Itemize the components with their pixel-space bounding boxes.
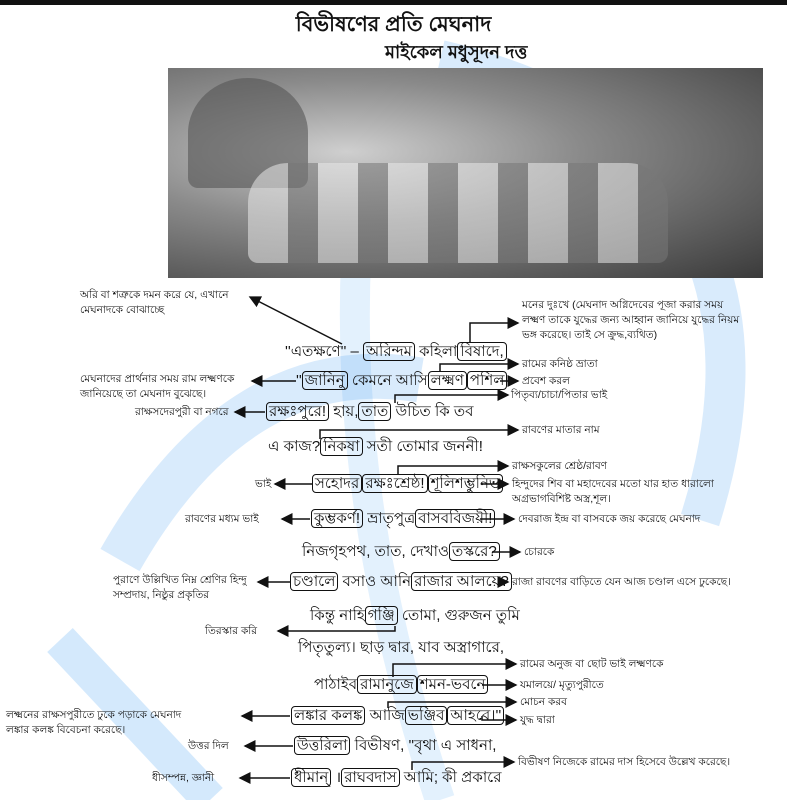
keyword-taskare: তস্করে? — [449, 542, 500, 561]
verse-line-3 — [266, 402, 474, 422]
note-line: পুরাণে উল্লিখিত নিম্ন শ্রেণির হিন্দু — [113, 574, 247, 586]
verse-line-6 — [311, 509, 495, 529]
note-kalanka — [6, 708, 181, 738]
note-line: অগ্রভাগবিশিষ্ট অস্ত্র,শূল। — [512, 493, 612, 505]
verse-text: তোমা, গুরুজন তুমি — [401, 607, 520, 624]
note-rakshapure: রাক্ষসদেরপুরী বা নগরে — [135, 406, 229, 418]
keyword-ahabe: আহবে।'' — [447, 706, 504, 725]
note-line: ভঙ্গ করেছে। তাই সে ক্রুদ্ধ,ব্যথিত) — [522, 329, 658, 341]
note-line: মনের দুঃখে (মেঘনাদ অগ্নিদেবের পূজা করার সময় — [522, 299, 724, 311]
keyword-bhanjib: ভঞ্জিব — [405, 706, 448, 725]
note-dhiman: ধীসম্পন্ন, জ্ঞানী — [152, 772, 215, 784]
verse-line-14 — [291, 768, 501, 788]
note-ganji: তিরস্কার করি — [205, 625, 258, 637]
keyword-shulishambhunibh: শূলিশম্ভুনিভ — [428, 474, 504, 493]
note-line: জানিয়েছে তা মেঘনাদ বুঝেছে। — [80, 388, 207, 400]
verse-text: আজি — [369, 707, 405, 724]
keyword-uttarila: উত্তরিলা — [294, 736, 350, 755]
keyword-arindam: অরিন্দম — [363, 342, 415, 361]
note-uttarila: উত্তর দিল — [188, 740, 229, 752]
note-line: লক্ষ্মণ তাকে যুদ্ধের জন্য আহ্বান জানিয়ে যুদ্ধের নিয়ম — [522, 314, 740, 326]
note-line: মেঘনাদকে বোঝাচ্ছে — [80, 304, 165, 316]
keyword-rakshashreshtha: রক্ষঃশ্রেষ্ঠ! — [362, 474, 427, 493]
verse-text: কহিলা — [419, 343, 458, 360]
verse-line-5 — [312, 474, 503, 494]
verse-text: উচিত কি তব — [395, 403, 474, 420]
note-kumbhakarna: রাবণের মধ্যম ভাই — [185, 513, 259, 525]
note-nikasha: রাবণের মাতার নাম — [522, 424, 600, 436]
keyword-lakshman: লক্ষ্মণ — [428, 371, 467, 390]
verse-text: '' — [296, 372, 302, 389]
keyword-janinu: জানিনু — [302, 371, 348, 390]
keyword-kumbhakarna: কুম্ভকর্ণ! — [311, 509, 363, 528]
keyword-nikasha: নিকষা — [320, 437, 362, 456]
keyword-chandale: চণ্ডালে — [290, 572, 338, 591]
keyword-sahodar: সহোদর — [312, 474, 362, 493]
verse-text: হায়, — [333, 403, 359, 420]
verse-line-8 — [290, 572, 512, 592]
note-line: লঙ্কার কলঙ্ক বিবেচনা করেছে। — [6, 724, 126, 736]
note-rajar: রাজা রাবণের বাড়িতে যেন আজ চণ্ডাল এসে ঢুকেছে। — [512, 576, 731, 588]
verse-line-1 — [285, 342, 507, 362]
verse-text: কিন্তু নাহি — [310, 607, 365, 624]
keyword-lankar-kalanka: লঙ্কার কলঙ্ক — [291, 706, 365, 725]
keyword-shaman-bhabane: শমন-ভবনে — [417, 675, 489, 694]
author-name: মাইকেল মধুসূদন দত্ত — [385, 42, 528, 62]
verse-text: নিজগৃহপথ, তাত, দেখাও — [302, 543, 450, 560]
note-shaman: যমালয়ে/ মৃত্যুপুরীতে — [520, 679, 604, 691]
note-arindam — [80, 288, 229, 318]
note-basab: দেবরাজ ইন্দ্র বা বাসবকে জয় করেছে মেঘনাদ — [518, 513, 701, 525]
note-sahodar: ভাই — [255, 478, 272, 490]
verse-line-12 — [291, 706, 504, 726]
note-janinu — [80, 372, 234, 402]
keyword-rajar-alaye: রাজার আলয়ে? — [411, 572, 512, 591]
note-chandal — [113, 573, 247, 603]
note-poshil: প্রবেশ করল — [522, 375, 570, 387]
note-bhanjib: মোচন করব — [520, 696, 567, 708]
keyword-tat: তাত — [358, 402, 391, 421]
keyword-basabbijayi: বাসববিজয়ী! — [415, 509, 495, 528]
keyword-rakshapure: রক্ষঃপুরে! — [266, 402, 329, 421]
verse-text: পাঠাইব — [314, 676, 358, 693]
verse-text: কেমনে আসি — [351, 372, 428, 389]
verse-text: ভ্রাতৃপুত্র — [367, 510, 416, 527]
note-lakshman: রামের কনিষ্ঠ ভ্রাতা — [522, 358, 598, 370]
note-tat: পিতৃব্য/চাচা/পিতার ভাই — [511, 389, 608, 401]
note-bishade — [522, 298, 739, 343]
note-ahabe: যুদ্ধ দ্বারা — [520, 714, 555, 726]
note-ramanuje: রামের অনুজ বা ছোট ভাই লক্ষ্মণকে — [520, 658, 664, 670]
note-shuli — [512, 477, 714, 507]
keyword-poshil: পশিল — [467, 371, 508, 390]
keyword-raghabdas: রাঘবদাস — [341, 768, 399, 787]
note-line: সম্প্রদায়, নিষ্ঠুর প্রকৃতির — [113, 589, 210, 601]
keyword-bishade: বিষাদে, — [457, 342, 506, 361]
verse-line-13 — [294, 736, 496, 756]
verse-text: সতী তোমার জননী! — [366, 438, 483, 455]
verse-text: এ কাজ? — [268, 438, 321, 455]
verse-line-11 — [314, 675, 488, 695]
verse-line-2 — [296, 371, 507, 391]
verse-text: । — [335, 769, 342, 786]
note-taskar: চোরকে — [524, 546, 555, 558]
note-line: লক্ষ্মনের রাক্ষসপুরীতে ঢুকে পড়াকে মেঘনাদ — [6, 709, 182, 721]
page-title: বিভীষণের প্রতি মেঘনাদ — [295, 13, 492, 36]
verse-line-4 — [268, 437, 483, 457]
verse-text: বিভীষণ, ''বৃথা এ সাধনা, — [354, 737, 497, 754]
verse-line-10 — [298, 638, 504, 658]
verse-line-9 — [310, 606, 520, 626]
verse-line-7 — [302, 542, 500, 562]
keyword-dhiman: ধীমান্ — [291, 768, 331, 787]
keyword-ramanuje: রামানুজে — [357, 675, 417, 694]
note-raghabdas: বিভীষণ নিজেকে রামের দাস হিসেবে উল্লেখ করেছে। — [518, 756, 731, 768]
note-line: মেঘনাদের প্রার্থনার সময় রাম লক্ষ্মণকে — [80, 373, 235, 385]
keyword-ganji: গঞ্জি — [365, 606, 398, 625]
verse-text: পিতৃতুল্য। ছাড় দ্বার, যাব অস্ত্রাগারে, — [298, 639, 504, 656]
note-line: হিন্দুদের শিব বা মহাদেবের মতো যার হাত ধারালো — [512, 478, 714, 490]
verse-text: আমি; কী প্রকারে — [403, 769, 502, 786]
verse-text: ''এতক্ষণে'' – — [285, 343, 359, 360]
verse-text: বসাও আনি — [342, 573, 412, 590]
note-rakshashreshtha: রাক্ষসকুলের শ্রেষ্ঠ/রাবণ — [512, 460, 608, 472]
note-line: অরি বা শত্রুকে দমন করে যে, এখানে — [80, 289, 229, 301]
